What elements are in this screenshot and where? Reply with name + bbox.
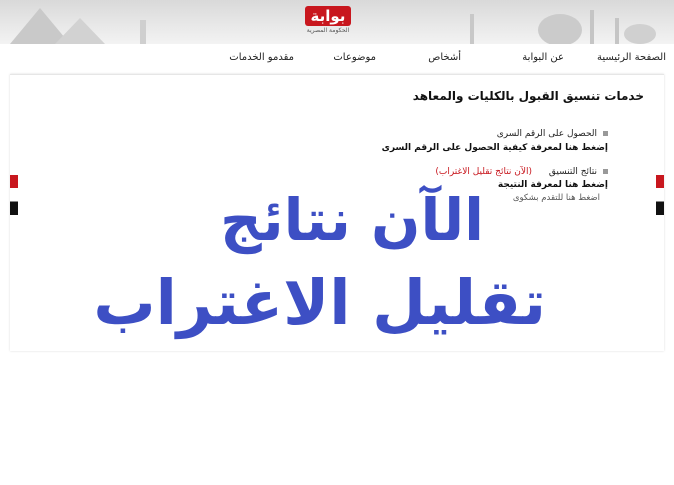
complaint-link[interactable]: اضغط هنا للتقدم بشكوى <box>512 193 600 203</box>
flag-decoration <box>656 175 664 215</box>
nav-item-topics[interactable]: موضوعات <box>333 52 376 63</box>
results-label: نتائج التنسيق <box>548 167 597 177</box>
nav-item-people[interactable]: أشخاص <box>428 52 461 63</box>
results-item <box>435 167 608 177</box>
logo-title: بوابة <box>305 6 352 26</box>
logo-subtitle: الحكومة المصرية <box>306 27 350 34</box>
page-title: خدمات تنسيق القبول بالكليات والمعاهد <box>412 89 644 103</box>
overlay-line-2: تقليل الاغتراب <box>93 266 546 339</box>
nav-item-about[interactable]: عن البوابة <box>522 52 564 63</box>
bullet-icon <box>603 169 608 174</box>
overlay-line-1: الآن نتائج <box>220 186 484 254</box>
main-nav <box>0 44 674 72</box>
header-banner <box>0 0 674 44</box>
flag-decoration-left <box>10 175 18 215</box>
nav-item-home[interactable]: الصفحة الرئيسية <box>597 52 666 63</box>
secret-number-link[interactable]: إضغط هنا لمعرفة كيفية الحصول على الرقم السرى <box>381 143 608 153</box>
bullet-icon <box>603 131 608 136</box>
results-badge: (الآن نتائج تقليل الاغتراب) <box>435 167 533 177</box>
results-link[interactable]: إضغط هنا لمعرفة النتيجة <box>497 180 608 190</box>
secret-number-item <box>497 129 608 139</box>
secret-number-label: الحصول على الرقم السرى <box>496 129 597 139</box>
portal-logo[interactable] <box>291 0 365 40</box>
nav-item-service-providers[interactable]: مقدمو الخدمات <box>229 52 294 63</box>
